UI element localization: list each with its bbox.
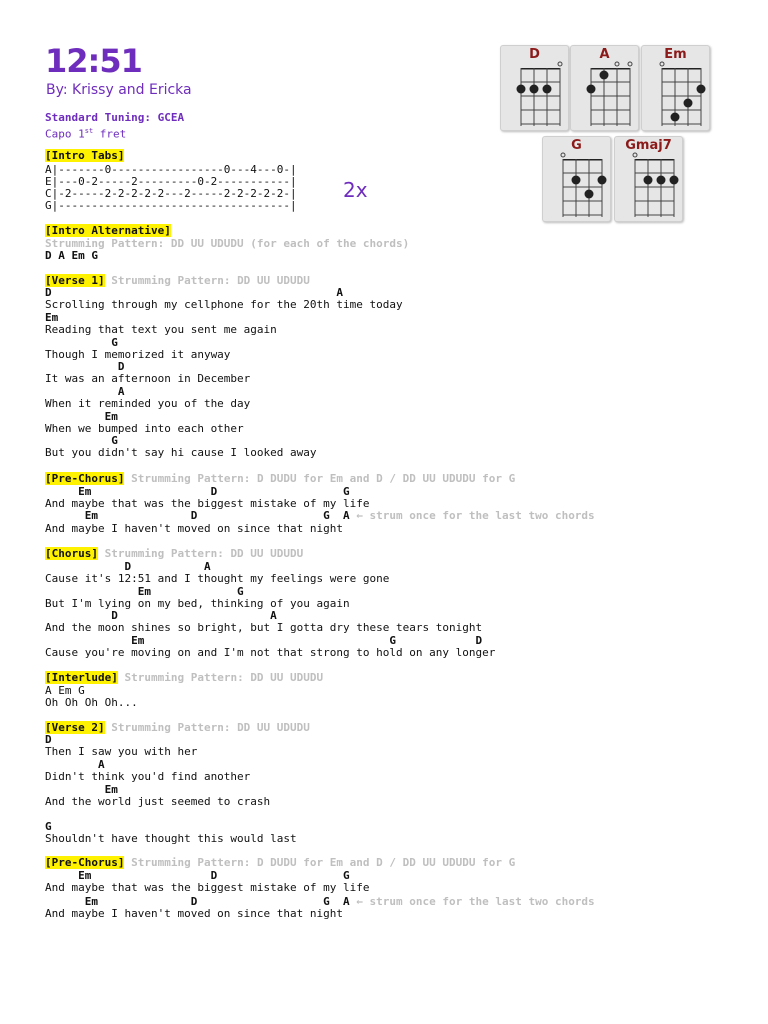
chord-line: Em D G <box>45 485 350 498</box>
chord-line: D A <box>45 286 344 299</box>
d-fretboard-diagram <box>501 46 568 130</box>
section-label: [Verse 2] <box>45 721 105 734</box>
chord-line: Em <box>45 783 118 796</box>
chord-line: D A <box>45 560 211 573</box>
strumming-pattern: Strumming Pattern: D DUDU for Em and D / DD UU UDUDU for G <box>131 856 516 869</box>
chord-name: G <box>571 138 582 153</box>
song-author: By: Krissy and Ericka <box>46 82 192 98</box>
lyric-line: But I'm lying on my bed, thinking of you again <box>45 597 350 610</box>
chord-name: A <box>599 47 610 62</box>
chord-line: A <box>45 758 105 771</box>
lyric-line: But you didn't say hi cause I looked away <box>45 446 317 459</box>
chord-name: Gmaj7 <box>625 138 672 153</box>
intro-alt-heading <box>45 225 171 238</box>
tab-line: A|-------0-----------------0---4---0-| <box>45 163 297 176</box>
lyric-line: And maybe that was the biggest mistake of my life <box>45 881 370 894</box>
verse2-heading <box>45 722 310 735</box>
lyric-line: And maybe I haven't moved on since that night <box>45 907 344 920</box>
chord-line: G <box>45 820 52 833</box>
chord-line: D <box>45 733 52 746</box>
lyric-line: When we bumped into each other <box>45 422 244 435</box>
capo-line <box>45 125 126 141</box>
section-label: [Intro Tabs] <box>45 149 125 162</box>
strumming-pattern: Strumming Pattern: DD UU UDUDU <box>111 721 310 734</box>
capo-prefix: Capo 1 <box>45 127 85 141</box>
lyric-line: Reading that text you sent me again <box>45 323 277 336</box>
lyric-line: And the world just seemed to crash <box>45 795 271 808</box>
chord-chart-g <box>542 136 611 222</box>
strumming-pattern: Strumming Pattern: DD UU UDUDU <box>104 547 304 560</box>
a-fretboard-diagram <box>571 46 638 130</box>
lyric-line: Cause it's 12:51 and I thought my feelings were gone <box>45 572 390 585</box>
chord-line: Em <box>45 410 118 423</box>
strum-note: ← strum once for the last two chords <box>356 509 595 522</box>
chord-chart-a <box>570 45 639 131</box>
chord-line: D A Em G <box>45 249 98 262</box>
lyric-line: Though I memorized it anyway <box>45 348 231 361</box>
section-label: [Pre-Chorus] <box>45 856 125 869</box>
lyric-line: And maybe that was the biggest mistake of my life <box>45 497 370 510</box>
song-title: 12:51 <box>45 42 142 80</box>
strum-note: ← strum once for the last two chords <box>356 895 595 908</box>
repeat-marker: 2x <box>343 178 368 202</box>
chord-chart-d <box>500 45 569 131</box>
chord-line: D A <box>45 609 277 622</box>
lyric-line: Oh Oh Oh Oh... <box>45 696 138 709</box>
chord-name: Em <box>664 47 687 62</box>
strumming-pattern: Strumming Pattern: DD UU UDUDU (for each of the chords) <box>45 237 410 250</box>
capo-suffix: fret <box>93 127 127 141</box>
chord-line-with-note <box>45 510 595 523</box>
chord-line: Em <box>45 311 59 324</box>
strumming-pattern: Strumming Pattern: DD UU UDUDU <box>111 274 310 287</box>
chord-line: Em D G A <box>45 509 350 522</box>
lyric-line: And maybe I haven't moved on since that night <box>45 522 344 535</box>
chorus-heading <box>45 548 303 561</box>
prechorus1-heading <box>45 473 515 486</box>
capo-superscript: st <box>84 127 94 135</box>
chord-chart-em <box>641 45 710 131</box>
chord-line: A <box>45 385 125 398</box>
lyric-line: Then I saw you with her <box>45 745 198 758</box>
section-label: [Intro Alternative] <box>45 224 171 237</box>
g-fretboard-diagram <box>543 137 610 221</box>
section-label: [Interlude] <box>45 671 118 684</box>
lyric-line: And the moon shines so bright, but I gotta dry these tears tonight <box>45 621 483 634</box>
section-label: [Pre-Chorus] <box>45 472 125 485</box>
intro-tabs-heading <box>45 150 124 163</box>
tuning-line: Standard Tuning: GCEA <box>45 111 185 124</box>
lyric-line: It was an afternoon in December <box>45 372 251 385</box>
lyric-line: Cause you're moving on and I'm not that strong to hold on any longer <box>45 646 496 659</box>
chord-line: A Em G <box>45 684 85 697</box>
section-label: [Chorus] <box>45 547 98 560</box>
prechorus2-heading <box>45 857 515 870</box>
tab-line: E|---0-2-----2---------0-2-----------| <box>45 175 297 188</box>
chord-line: Em G D <box>45 634 483 647</box>
chord-chart-gmaj7 <box>614 136 683 222</box>
chord-line: D <box>45 360 125 373</box>
strumming-pattern: Strumming Pattern: D DUDU for Em and D / DD UU UDUDU for G <box>131 472 516 485</box>
lyric-line: Didn't think you'd find another <box>45 770 251 783</box>
lyric-line: When it reminded you of the day <box>45 397 251 410</box>
chord-line: Em G <box>45 585 244 598</box>
chord-line: Em D G <box>45 869 350 882</box>
chord-line: Em D G A <box>45 895 350 908</box>
interlude-heading <box>45 672 323 685</box>
em-fretboard-diagram <box>642 46 709 130</box>
lyric-line: Scrolling through my cellphone for the 20th time today <box>45 298 403 311</box>
gmaj7-fretboard-diagram <box>615 137 682 221</box>
lyric-line: Shouldn't have thought this would last <box>45 832 297 845</box>
tab-line: G|-----------------------------------| <box>45 199 297 212</box>
strumming-pattern: Strumming Pattern: DD UU UDUDU <box>124 671 324 684</box>
tab-line: C|-2-----2-2-2-2-2---2-----2-2-2-2-2-| <box>45 187 297 200</box>
chord-line: G <box>45 434 118 447</box>
chord-name: D <box>529 47 540 62</box>
section-label: [Verse 1] <box>45 274 105 287</box>
chord-line: G <box>45 336 118 349</box>
